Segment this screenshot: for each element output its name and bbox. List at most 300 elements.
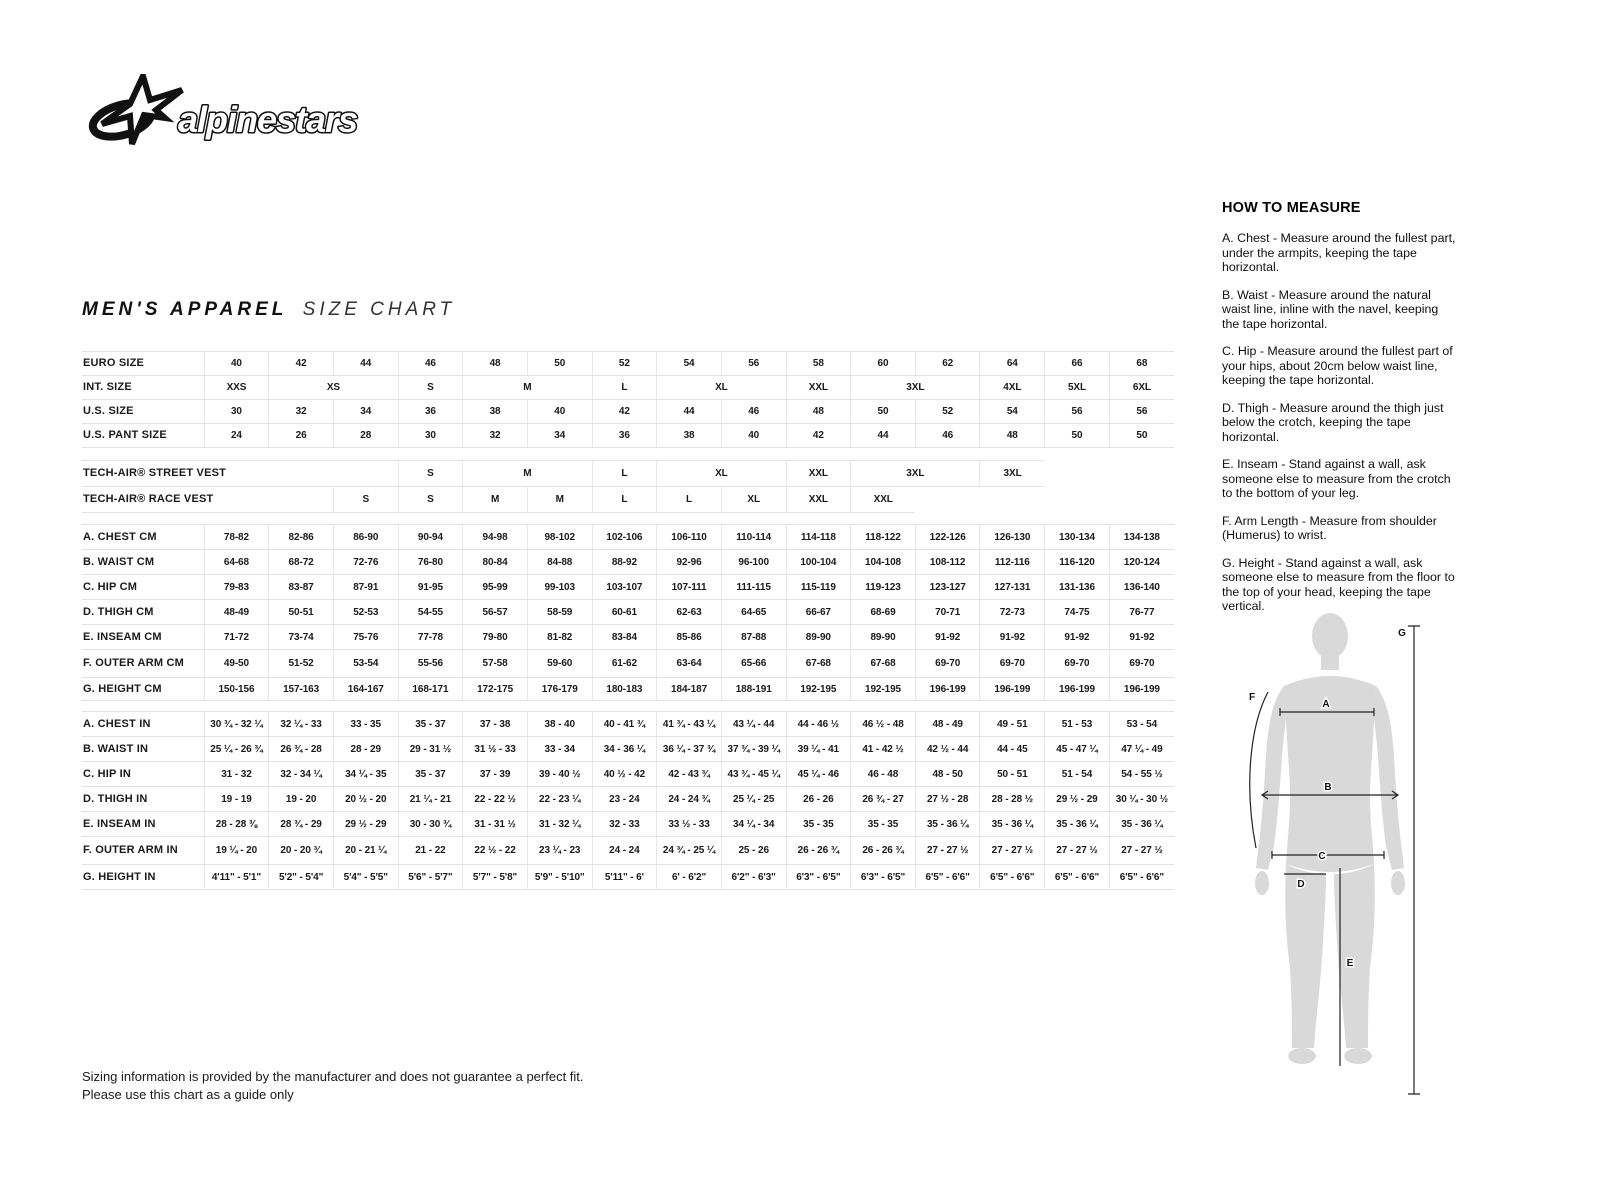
size-cell: 5'2" - 5'4" — [269, 865, 334, 890]
size-cell: 48 — [980, 424, 1045, 448]
size-cell: 35 - 35 — [786, 812, 851, 837]
table-spacer-row — [82, 448, 1174, 461]
size-cell: 77-78 — [398, 625, 463, 650]
alpinestars-logo-icon — [86, 74, 376, 154]
size-cell: 39 - 40 ½ — [527, 762, 592, 787]
size-cell: 35 - 36 ¼ — [1109, 812, 1174, 837]
size-cell: 114-118 — [786, 525, 851, 550]
size-cell: 35 - 36 ¼ — [1045, 812, 1110, 837]
size-cell: 5'4" - 5'5" — [333, 865, 398, 890]
size-cell: 24 - 24 — [592, 837, 657, 865]
size-cell: 52-53 — [333, 600, 398, 625]
size-cell: 36 ¼ - 37 ¾ — [657, 737, 722, 762]
size-cell: 84-88 — [527, 550, 592, 575]
size-cell: 34 - 36 ¼ — [592, 737, 657, 762]
size-cell: 58 — [786, 352, 851, 376]
measure-instruction: B. Waist - Measure around the natural waist line, inline with the navel, keeping the tape horizontal. — [1222, 287, 1439, 331]
label-inseam: E — [1346, 958, 1354, 969]
table-row-inseam-cm — [82, 625, 1174, 650]
measure-instruction: D. Thigh - Measure around the thigh just below the crotch, keeping the tape horizontal. — [1222, 400, 1444, 444]
size-cell: 69-70 — [1109, 650, 1174, 678]
how-to-measure-list — [1222, 231, 1458, 614]
size-cell — [1045, 461, 1174, 487]
size-cell: 32 — [269, 400, 334, 424]
size-cell: 49-50 — [204, 650, 269, 678]
size-cell: 31 - 31 ½ — [463, 812, 528, 837]
size-cell: 69-70 — [980, 650, 1045, 678]
row-label-tech-air-race-vest: TECH-AIR® RACE VEST — [82, 487, 333, 513]
size-cell: 35 - 35 — [851, 812, 916, 837]
size-cell: 64-65 — [721, 600, 786, 625]
size-cell: 68-72 — [269, 550, 334, 575]
size-cell: 89-90 — [786, 625, 851, 650]
page-title — [82, 299, 455, 321]
size-cell: 50 - 51 — [980, 762, 1045, 787]
size-cell: 34 — [527, 424, 592, 448]
size-cell: 37 - 39 — [463, 762, 528, 787]
size-cell: 46 — [398, 352, 463, 376]
row-label-euro-size: EURO SIZE — [82, 352, 204, 376]
measure-instruction: C. Hip - Measure around the fullest part of your hips, about 20cm below waist line, keeping the tape horizontal. — [1222, 344, 1453, 387]
size-cell: 29 ½ - 29 — [1045, 787, 1110, 812]
size-cell: 92-96 — [657, 550, 722, 575]
size-cell: 89-90 — [851, 625, 916, 650]
size-cell: 172-175 — [463, 678, 528, 701]
size-cell: 63-64 — [657, 650, 722, 678]
table-row-chest-cm — [82, 525, 1174, 550]
size-cell: 28 — [333, 424, 398, 448]
size-cell: 62 — [915, 352, 980, 376]
size-cell: 26 — [269, 424, 334, 448]
disclaimer-line-1: Sizing information is provided by the manufacturer and does not guarantee a perfect fit. — [82, 1069, 584, 1084]
size-cell: 66-67 — [786, 600, 851, 625]
size-cell: 25 ¼ - 25 — [721, 787, 786, 812]
size-cell: 116-120 — [1045, 550, 1110, 575]
size-cell: 24 - 24 ¾ — [657, 787, 722, 812]
size-cell: 91-92 — [1109, 625, 1174, 650]
size-cell: 31 - 32 — [204, 762, 269, 787]
size-cell: 56-57 — [463, 600, 528, 625]
size-cell: 87-88 — [721, 625, 786, 650]
row-label-outer-arm-cm: F. OUTER ARM CM — [82, 650, 204, 678]
size-cell: M — [463, 376, 592, 400]
size-cell: XXL — [786, 487, 851, 513]
size-cell: 87-91 — [333, 575, 398, 600]
size-cell: 6'5" - 6'6" — [915, 865, 980, 890]
size-cell: 33 ½ - 33 — [657, 812, 722, 837]
size-cell: 44 — [333, 352, 398, 376]
size-cell: 99-103 — [527, 575, 592, 600]
height-line — [1408, 626, 1420, 1094]
size-cell: 83-87 — [269, 575, 334, 600]
size-cell: 6'5" - 6'6" — [1045, 865, 1110, 890]
size-cell: 6'5" - 6'6" — [980, 865, 1045, 890]
size-cell: 22 ½ - 22 — [463, 837, 528, 865]
size-cell: 42 — [786, 424, 851, 448]
size-cell: 38 — [463, 400, 528, 424]
size-cell: 79-83 — [204, 575, 269, 600]
size-cell: 59-60 — [527, 650, 592, 678]
size-cell: 61-62 — [592, 650, 657, 678]
size-cell: 56 — [1109, 400, 1174, 424]
size-cell: 95-99 — [463, 575, 528, 600]
size-cell: XXL — [786, 461, 851, 487]
size-cell: 176-179 — [527, 678, 592, 701]
size-cell: 44 - 46 ½ — [786, 712, 851, 737]
label-hip: C — [1318, 851, 1326, 862]
size-cell: 64 — [980, 352, 1045, 376]
size-cell: 22 - 22 ½ — [463, 787, 528, 812]
size-cell: 20 ½ - 20 — [333, 787, 398, 812]
table-row-hip-in — [82, 762, 1174, 787]
size-cell: 62-63 — [657, 600, 722, 625]
size-cell: 88-92 — [592, 550, 657, 575]
size-cell: 34 ¼ - 34 — [721, 812, 786, 837]
size-cell: 41 ¾ - 43 ¼ — [657, 712, 722, 737]
size-table-section — [82, 351, 1174, 890]
size-cell: 34 ¼ - 35 — [333, 762, 398, 787]
table-row-height-cm — [82, 678, 1174, 701]
table-spacer-row — [82, 701, 1174, 712]
row-label-inseam-cm: E. INSEAM CM — [82, 625, 204, 650]
logo-wordmark: alpinestars — [178, 99, 358, 140]
size-cell: 19 - 20 — [269, 787, 334, 812]
size-cell: 28 - 29 — [333, 737, 398, 762]
size-cell: 23 - 24 — [592, 787, 657, 812]
size-cell: 6'3" - 6'5" — [786, 865, 851, 890]
size-cell: 27 - 27 ½ — [980, 837, 1045, 865]
table-gap — [82, 448, 1174, 461]
size-cell: 112-116 — [980, 550, 1045, 575]
size-cell: 27 - 27 ½ — [1109, 837, 1174, 865]
label-thigh: D — [1297, 879, 1305, 890]
size-cell: 48 — [463, 352, 528, 376]
table-row-height-in — [82, 865, 1174, 890]
size-cell: 119-123 — [851, 575, 916, 600]
table-row-us-pant-size — [82, 424, 1174, 448]
size-cell: 30 — [398, 424, 463, 448]
row-label-thigh-cm: D. THIGH CM — [82, 600, 204, 625]
size-cell: 196-199 — [1109, 678, 1174, 701]
row-label-outer-arm-in: F. OUTER ARM IN — [82, 837, 204, 865]
disclaimer — [82, 1068, 584, 1103]
size-cell: 40 ½ - 42 — [592, 762, 657, 787]
size-cell: 118-122 — [851, 525, 916, 550]
size-cell: 54 - 55 ½ — [1109, 762, 1174, 787]
size-cell: 33 - 35 — [333, 712, 398, 737]
size-cell: 42 — [269, 352, 334, 376]
size-cell: 134-138 — [1109, 525, 1174, 550]
size-cell: 19 - 19 — [204, 787, 269, 812]
row-label-waist-in: B. WAIST IN — [82, 737, 204, 762]
size-cell: 65-66 — [721, 650, 786, 678]
size-cell: 35 - 36 ¼ — [915, 812, 980, 837]
size-cell: L — [592, 461, 657, 487]
size-cell: 108-112 — [915, 550, 980, 575]
size-cell: 5'7" - 5'8" — [463, 865, 528, 890]
size-cell: 4XL — [980, 376, 1045, 400]
size-cell: 29 - 31 ½ — [398, 737, 463, 762]
size-cell: S — [398, 461, 463, 487]
size-cell: 43 ¾ - 45 ¼ — [721, 762, 786, 787]
size-cell: 54 — [657, 352, 722, 376]
row-label-chest-cm: A. CHEST CM — [82, 525, 204, 550]
size-cell: 37 - 38 — [463, 712, 528, 737]
size-cell: XL — [657, 376, 786, 400]
size-cell: 35 - 37 — [398, 762, 463, 787]
size-cell: XXS — [204, 376, 269, 400]
size-cell: 43 ¼ - 44 — [721, 712, 786, 737]
size-cell: 27 - 27 ½ — [1045, 837, 1110, 865]
row-label-thigh-in: D. THIGH IN — [82, 787, 204, 812]
table-row-us-size — [82, 400, 1174, 424]
size-cell: 26 ¾ - 27 — [851, 787, 916, 812]
measure-instruction: G. Height - Stand against a wall, ask someone else to measure from the floor to the top of your head, keeping the tape vertical. — [1222, 555, 1455, 613]
size-cell: XXL — [786, 376, 851, 400]
size-cell: 69-70 — [1045, 650, 1110, 678]
size-cell: L — [657, 487, 722, 513]
size-cell: 188-191 — [721, 678, 786, 701]
disclaimer-line-2: Please use this chart as a guide only — [82, 1086, 294, 1102]
size-cell: 51-52 — [269, 650, 334, 678]
size-cell: 38 - 40 — [527, 712, 592, 737]
size-cell: 157-163 — [269, 678, 334, 701]
size-cell: 33 - 34 — [527, 737, 592, 762]
size-cell: 50 — [1045, 424, 1110, 448]
size-cell: 25 ¼ - 26 ¾ — [204, 737, 269, 762]
measure-instruction: E. Inseam - Stand against a wall, ask someone else to measure from the crotch to the bottom of your leg. — [1222, 457, 1451, 500]
size-cell: 168-171 — [398, 678, 463, 701]
table-row-tech-air-race-vest — [82, 487, 1174, 513]
size-cell: 40 — [527, 400, 592, 424]
size-cell: 72-73 — [980, 600, 1045, 625]
size-cell: 83-84 — [592, 625, 657, 650]
size-cell: 46 — [915, 424, 980, 448]
size-cell: S — [398, 376, 463, 400]
size-cell: 196-199 — [1045, 678, 1110, 701]
size-cell: 184-187 — [657, 678, 722, 701]
size-cell: 6XL — [1109, 376, 1174, 400]
size-cell: 103-107 — [592, 575, 657, 600]
size-cell: 90-94 — [398, 525, 463, 550]
size-cell: 42 - 43 ¾ — [657, 762, 722, 787]
size-cell: 24 — [204, 424, 269, 448]
size-cell: 56 — [721, 352, 786, 376]
row-label-waist-cm: B. WAIST CM — [82, 550, 204, 575]
size-cell: XS — [269, 376, 398, 400]
body-silhouette — [1255, 613, 1405, 1064]
measure-instruction: A. Chest - Measure around the fullest part, under the armpits, keeping the tape horizontal. — [1222, 231, 1456, 274]
size-cell: 35 - 37 — [398, 712, 463, 737]
size-cell: 26 - 26 — [786, 787, 851, 812]
size-cell: 68-69 — [851, 600, 916, 625]
size-cell — [915, 487, 1174, 513]
measurement-figure — [1222, 606, 1452, 1100]
size-cell: 57-58 — [463, 650, 528, 678]
size-cell: M — [463, 487, 528, 513]
table-spacer-row — [82, 513, 1174, 525]
table-row-hip-cm — [82, 575, 1174, 600]
size-cell: 136-140 — [1109, 575, 1174, 600]
size-cell: 91-92 — [980, 625, 1045, 650]
size-table — [82, 351, 1174, 890]
size-cell: 72-76 — [333, 550, 398, 575]
size-cell: 48 — [786, 400, 851, 424]
size-cell: 180-183 — [592, 678, 657, 701]
size-cell: 32 - 34 ¼ — [269, 762, 334, 787]
size-cell: 52 — [592, 352, 657, 376]
size-cell: 34 — [333, 400, 398, 424]
size-cell: 80-84 — [463, 550, 528, 575]
table-row-outer-arm-in — [82, 837, 1174, 865]
size-cell: 32 - 33 — [592, 812, 657, 837]
size-cell: 6'3" - 6'5" — [851, 865, 916, 890]
row-label-inseam-in: E. INSEAM IN — [82, 812, 204, 837]
how-to-measure-title: HOW TO MEASURE — [1222, 200, 1361, 216]
size-cell: 38 — [657, 424, 722, 448]
size-cell: 32 — [463, 424, 528, 448]
size-cell: 64-68 — [204, 550, 269, 575]
table-row-euro-size — [82, 352, 1174, 376]
size-cell: 91-95 — [398, 575, 463, 600]
label-arm-length: F — [1248, 692, 1256, 703]
size-cell: 3XL — [851, 376, 980, 400]
size-cell: 60-61 — [592, 600, 657, 625]
size-cell: 70-71 — [915, 600, 980, 625]
size-cell: 46 - 48 — [851, 762, 916, 787]
size-cell: 46 ½ - 48 — [851, 712, 916, 737]
size-cell: 76-77 — [1109, 600, 1174, 625]
table-row-inseam-in — [82, 812, 1174, 837]
size-cell: 36 — [592, 424, 657, 448]
size-cell: 25 - 26 — [721, 837, 786, 865]
size-cell: 48 - 50 — [915, 762, 980, 787]
size-cell: 115-119 — [786, 575, 851, 600]
size-cell: 76-80 — [398, 550, 463, 575]
table-row-thigh-cm — [82, 600, 1174, 625]
size-cell: 5'6" - 5'7" — [398, 865, 463, 890]
size-cell: XL — [657, 461, 786, 487]
table-row-waist-in — [82, 737, 1174, 762]
size-cell: 91-92 — [915, 625, 980, 650]
size-cell: L — [592, 376, 657, 400]
row-label-hip-in: C. HIP IN — [82, 762, 204, 787]
row-label-tech-air-street-vest: TECH-AIR® STREET VEST — [82, 461, 398, 487]
size-cell: 5XL — [1045, 376, 1110, 400]
size-cell: 6'2" - 6'3" — [721, 865, 786, 890]
body-diagram-icon — [1222, 606, 1452, 1100]
size-cell: 67-68 — [851, 650, 916, 678]
size-cell: 40 - 41 ¾ — [592, 712, 657, 737]
size-cell: 74-75 — [1045, 600, 1110, 625]
size-cell: 42 ½ - 44 — [915, 737, 980, 762]
how-to-measure-section — [1222, 200, 1458, 627]
size-cell: 75-76 — [333, 625, 398, 650]
size-cell: 54-55 — [398, 600, 463, 625]
size-cell: 19 ¼ - 20 — [204, 837, 269, 865]
size-cell: 31 ½ - 33 — [463, 737, 528, 762]
size-cell: 111-115 — [721, 575, 786, 600]
size-cell: 3XL — [980, 461, 1045, 487]
size-cell: 104-108 — [851, 550, 916, 575]
size-cell: 26 ¾ - 28 — [269, 737, 334, 762]
size-cell: 68 — [1109, 352, 1174, 376]
size-cell: S — [333, 487, 398, 513]
size-cell: M — [527, 487, 592, 513]
size-cell: 40 — [204, 352, 269, 376]
size-cell: 51 - 54 — [1045, 762, 1110, 787]
row-label-height-cm: G. HEIGHT CM — [82, 678, 204, 701]
size-cell: 55-56 — [398, 650, 463, 678]
size-cell: 50 — [527, 352, 592, 376]
row-label-height-in: G. HEIGHT IN — [82, 865, 204, 890]
table-row-int-size — [82, 376, 1174, 400]
size-cell: 44 — [851, 424, 916, 448]
table-row-thigh-in — [82, 787, 1174, 812]
size-cell: XL — [721, 487, 786, 513]
size-cell: 30 - 30 ¾ — [398, 812, 463, 837]
size-cell: 20 - 21 ¼ — [333, 837, 398, 865]
table-row-outer-arm-cm — [82, 650, 1174, 678]
size-cell: 44 — [657, 400, 722, 424]
size-cell: 30 — [204, 400, 269, 424]
alpinestars-logo — [86, 74, 376, 154]
table-row-chest-in — [82, 712, 1174, 737]
size-cell: 71-72 — [204, 625, 269, 650]
size-cell: 69-70 — [915, 650, 980, 678]
size-cell: 106-110 — [657, 525, 722, 550]
size-cell: L — [592, 487, 657, 513]
label-waist: B — [1324, 782, 1332, 793]
size-cell: 67-68 — [786, 650, 851, 678]
size-cell: 98-102 — [527, 525, 592, 550]
size-cell: 41 - 42 ½ — [851, 737, 916, 762]
size-cell: 28 - 28 ⅜ — [204, 812, 269, 837]
size-cell: 102-106 — [592, 525, 657, 550]
measure-instruction: F. Arm Length - Measure from shoulder (Humerus) to wrist. — [1222, 513, 1437, 542]
size-cell: 86-90 — [333, 525, 398, 550]
page-title-main: MEN'S APPAREL — [82, 299, 288, 320]
size-cell: 53-54 — [333, 650, 398, 678]
size-cell: 27 ½ - 28 — [915, 787, 980, 812]
size-cell: S — [398, 487, 463, 513]
size-cell: 96-100 — [721, 550, 786, 575]
size-cell: 6'5" - 6'6" — [1109, 865, 1174, 890]
size-cell: 37 ¾ - 39 ¼ — [721, 737, 786, 762]
size-cell: 20 - 20 ¾ — [269, 837, 334, 865]
size-cell: 91-92 — [1045, 625, 1110, 650]
size-cell: 192-195 — [786, 678, 851, 701]
size-cell: 44 - 45 — [980, 737, 1045, 762]
size-cell: 54 — [980, 400, 1045, 424]
size-cell: M — [463, 461, 592, 487]
size-cell: 21 - 22 — [398, 837, 463, 865]
size-cell: 52 — [915, 400, 980, 424]
size-cell: 94-98 — [463, 525, 528, 550]
size-cell: 85-86 — [657, 625, 722, 650]
size-cell: 73-74 — [269, 625, 334, 650]
size-cell: 164-167 — [333, 678, 398, 701]
size-cell: 123-127 — [915, 575, 980, 600]
size-cell: 78-82 — [204, 525, 269, 550]
size-cell: 82-86 — [269, 525, 334, 550]
label-chest: A — [1322, 699, 1330, 710]
size-cell: 131-136 — [1045, 575, 1110, 600]
size-cell: 39 ¼ - 41 — [786, 737, 851, 762]
size-cell: 122-126 — [915, 525, 980, 550]
size-cell: 6' - 6'2" — [657, 865, 722, 890]
size-cell: 47 ¼ - 49 — [1109, 737, 1174, 762]
